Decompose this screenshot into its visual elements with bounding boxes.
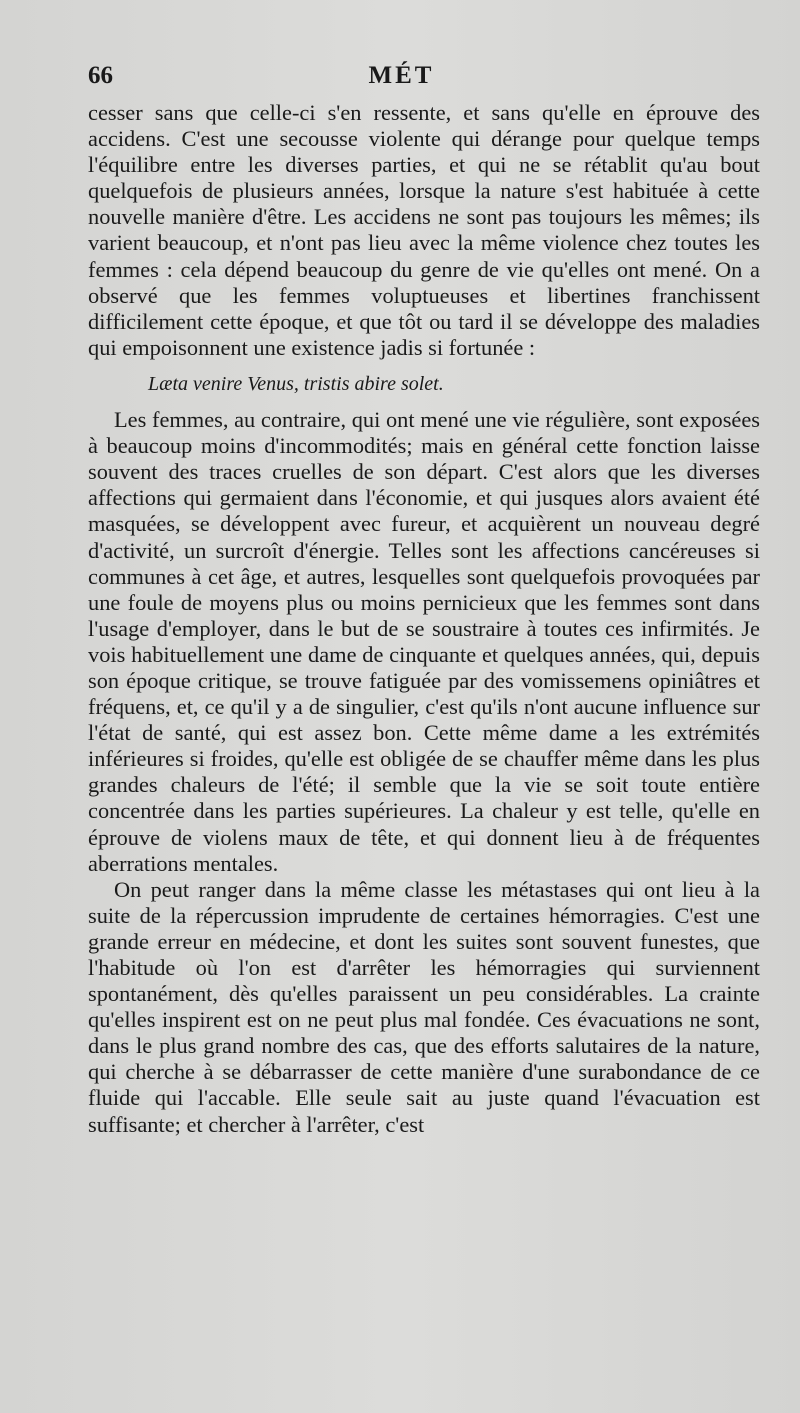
paragraph: On peut ranger dans la même classe les métastases qui ont lieu à la suite de la répercussion imprudente de certaines hémorragies. C'est une grande erreur en médecine, et dont les suites sont souvent funestes, que l'habitude où l'on est d'arrêter les hémorragies qui surviennent spontanément, dès qu'elles paraissent un peu considérables. La crainte qu'elles inspirent est on ne peut plus mal fondée. Ces évacuations ne sont, dans le plus grand nombre des cas, que des efforts salutaires de la nature, qui cherche à se débarrasser de cette manière d'une surabondance de ce fluide qui l'accable. Elle seule sait au juste quand l'évacuation est suffisante; et chercher à l'arrêter, c'est — [88, 876, 760, 1137]
body-text — [88, 100, 760, 1138]
running-head — [88, 62, 760, 94]
latin-quotation: Læta venire Venus, tristis abire solet. — [148, 372, 444, 395]
paragraph: Les femmes, au contraire, qui ont mené une vie régulière, sont exposées à beaucoup moins d'incommodités; mais en général cette fonction laisse souvent des traces cruelles de son départ. C'est alors que les diverses affections qui germaient dans l'économie, et qui jusques alors avaient été masquées, se développent avec fureur, et acquièrent un nouveau degré d'activité, un surcroît d'énergie. Telles sont les affections cancéreuses si communes à cet âge, et autres, lesquelles sont quelquefois provoquées par une foule de moyens plus ou moins pernicieux que les femmes sont dans l'usage d'employer, dans le but de se soustraire à toutes ces infirmités. Je vois habituellement une dame de cinquante et quelques années, qui, depuis son époque critique, se trouve fatiguée par des vomissemens opiniâtres et fréquens, et, ce qu'il y a de singulier, c'est qu'ils n'ont aucune influence sur l'état de santé, qui est assez bon. Cette même dame a les extrémités inférieures si froides, qu'elle est obligée de se chauffer même dans les plus grandes chaleurs de l'été; il semble que la vie se soit toute entière concentrée dans les parties supérieures. La chaleur y est telle, qu'elle en éprouve de violens maux de tête, et qui donnent lieu à de fréquentes aberrations mentales. — [88, 407, 760, 876]
paragraph-continuation: cesser sans que celle-ci s'en ressente, et sans qu'elle en éprouve des accidens. C'est une secousse violente qui dérange pour quelque temps l'équilibre entre les diverses parties, et qui ne se rétablit qu'au bout quelquefois de plusieurs années, lorsque la nature s'est habituée à cette nouvelle manière d'être. Les accidens ne sont pas toujours les mêmes; ils varient beaucoup, et n'ont pas lieu avec la même violence chez toutes les femmes : cela dépend beaucoup du genre de vie qu'elles ont mené. On a observé que les femmes voluptueuses et libertines franchissent difficilement cette époque, et que tôt ou tard il se développe des maladies qui empoisonnent une existence jadis si fortunée : — [88, 100, 760, 360]
running-title: MÉT — [368, 62, 435, 89]
page-number: 66 — [88, 62, 113, 89]
